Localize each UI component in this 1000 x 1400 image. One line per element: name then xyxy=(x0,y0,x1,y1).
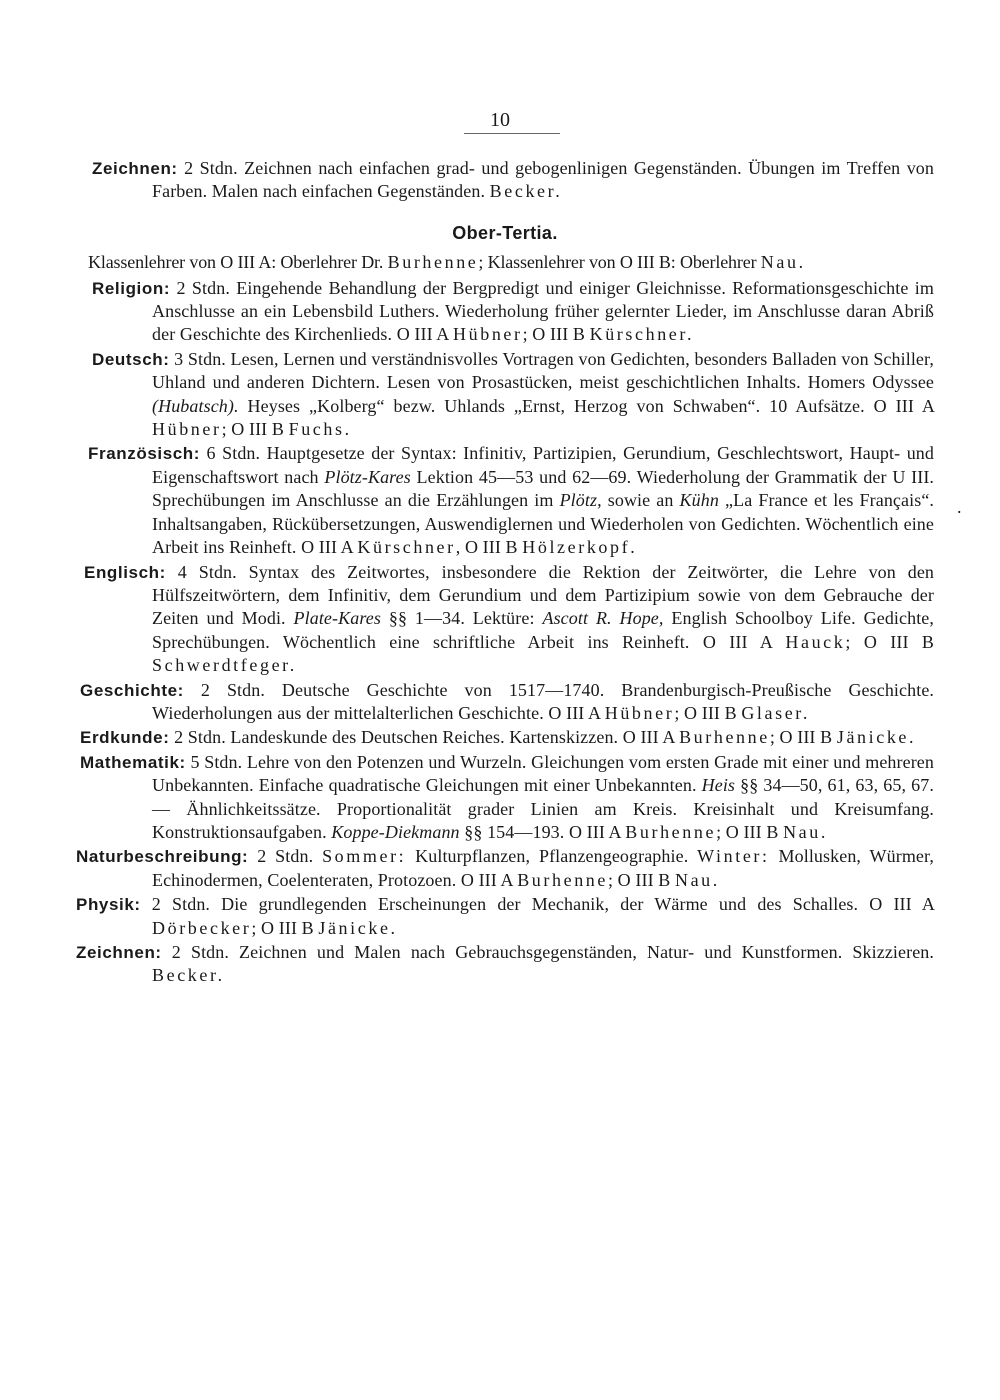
subject-label: Englisch: xyxy=(84,562,166,582)
subject-label: Französisch: xyxy=(88,444,201,464)
teacher-name: Jänicke. xyxy=(318,917,398,938)
subject-text: Lektion 45—53 und 62—69. Wiederholung der Grammatik der U III. Sprechübungen im Anschlusse an die Erzählungen im xyxy=(152,466,935,511)
teacher-name: Fuchs. xyxy=(288,419,352,440)
subject-text: §§ 154—193. O III A xyxy=(464,821,621,842)
entry-erdkunde xyxy=(80,726,934,749)
teacher-name: Hübner xyxy=(604,702,675,723)
subject-text: Heyses „Kolberg“ bezw. Uhlands „Ernst, Herzog von Schwaben“. 10 Aufsätze. O III A xyxy=(247,395,934,416)
subject-label: Geschichte: xyxy=(80,680,184,700)
entry-religion xyxy=(92,277,934,347)
subject-text: 6 Stdn. Hauptgesetze der Syntax: Infinitiv, Partizipien, Gerundium, Geschlechtswort, Haupt- und Eigenschaftswort nach xyxy=(152,443,934,487)
teacher-separator: ; O III B xyxy=(251,917,314,938)
subject-text: 4 Stdn. Syntax des Zeitwortes, insbesondere die Rektion der Zeitwörter, die Lehre von den Hülfszeitwörtern, dem Infinitiv, dem Gerundium und dem Partizipium sowie von dem Gebrauche der Zeiten und Modi. xyxy=(152,561,935,629)
subject-label: Religion: xyxy=(92,278,171,298)
teacher-separator: , O III B xyxy=(455,537,518,558)
teacher-name: Burhenne xyxy=(679,727,770,748)
entry-mathematik xyxy=(80,751,934,845)
teacher-name: Burhenne xyxy=(625,821,717,842)
subject-label: Physik: xyxy=(76,895,141,915)
teacher-name: Becker. xyxy=(152,965,225,986)
subject-label: Mathematik: xyxy=(80,752,186,772)
class-teachers xyxy=(88,251,934,274)
class-teacher-a-name: Burhenne xyxy=(387,252,479,273)
subject-text: 2 Stdn. Landeskunde des Deutschen Reiches. Kartenskizzen. O III A xyxy=(174,727,675,748)
teacher-separator: ; O III B xyxy=(221,419,284,440)
teacher-name: Schwerdtfeger. xyxy=(152,655,297,676)
citation: Heis xyxy=(701,775,736,796)
teacher-name: Hauck xyxy=(785,631,846,652)
subject-text: 2 Stdn. Zeichnen und Malen nach Gebrauchsgegenständen, Natur- und Kunstformen. Skizzieren. xyxy=(171,942,934,962)
entry-naturbeschreibung xyxy=(76,845,934,892)
entry-zeichnen-previous xyxy=(92,157,934,204)
subject-text: 5 Stdn. Lehre von den Potenzen und Wurzeln. Gleichungen vom ersten Grade mit einer und mehreren Unbekannten. Einfache quadratische Gleichungen mit einer Unbekannten. xyxy=(152,751,934,796)
citation: Koppe-Diekmann xyxy=(331,821,460,842)
margin-mark: . xyxy=(957,497,962,517)
subject-label: Deutsch: xyxy=(92,349,170,369)
teacher-name: Jänicke. xyxy=(836,727,917,748)
subject-text: sowie an xyxy=(607,490,674,511)
citation: Plötz, xyxy=(559,490,602,511)
subject-label: Naturbeschreibung: xyxy=(76,847,249,867)
class-teacher-a-intro: Klassenlehrer von O III A: Oberlehrer Dr. xyxy=(88,252,384,273)
subject-text: §§ 1—34. Lektüre: xyxy=(388,608,535,629)
teacher-name: Kürschner xyxy=(357,537,456,558)
citation: (Hubatsch). xyxy=(152,395,239,416)
subject-text: 2 Stdn. Deutsche Geschichte von 1517—1740. Brandenburgisch-Preußische Geschichte. Wiederholungen aus der mittelalterlichen Geschichte. O III A xyxy=(152,679,935,723)
teacher-name: Nau. xyxy=(674,869,720,890)
section-heading: Ober-Tertia. xyxy=(452,222,558,243)
season-label: Sommer: xyxy=(322,846,407,867)
entry-physik xyxy=(76,893,934,940)
teacher-name: Burhenne xyxy=(517,869,608,890)
teacher-name: Hölzerkopf. xyxy=(522,537,638,558)
subject-label: Erdkunde: xyxy=(80,728,170,748)
subject-text: 2 Stdn. Zeichnen nach einfachen grad- und gebogenlinigen Gegenständen. Übungen im Treffen von Farben. Malen nach einfachen Gegenständen. xyxy=(152,158,935,202)
teacher-separator: ; O III B xyxy=(845,631,934,652)
class-teacher-b-intro: ; Klassenlehrer von O III B: Oberlehrer xyxy=(478,252,757,273)
subject-text: „La France et les Français“. Inhaltsangaben, Rückübersetzungen, Auswendiglernen und Wiederholen von Gedichten. Wöchentlich eine Arbeit ins Reinheft. O III A xyxy=(152,490,935,558)
class-teacher-b-name: Nau. xyxy=(760,252,806,273)
citation: Kühn xyxy=(679,490,719,511)
citation: Plate-Kares xyxy=(293,608,381,629)
subject-text: 2 Stdn. Eingehende Behandlung der Bergpredigt und einiger Gleichnisse. Reformationsgeschichte im Anschlusse an ein Lebensbild Luthers. Wiederholung früher gelernter Lieder, im Anschlusse daran Abriß der Geschichte des Kirchenlieds. O III A xyxy=(152,277,934,345)
teacher-name: Kürschner. xyxy=(589,324,695,345)
teacher-name: Glaser. xyxy=(741,702,811,723)
entry-deutsch xyxy=(92,348,934,442)
entry-zeichnen xyxy=(76,941,934,988)
teacher-separator: ; O III B xyxy=(769,727,833,748)
citation: Ascott R. Hope, xyxy=(542,608,664,629)
teacher-name: Hübner xyxy=(152,419,222,440)
teacher-name: Becker. xyxy=(489,181,563,202)
subject-text: Mollusken, Würmer, Echinodermen, Coelenteraten, Protozoen. O III A xyxy=(152,846,935,890)
teacher-separator: ; O III B xyxy=(607,869,671,890)
teacher-name: Dörbecker xyxy=(152,917,252,938)
subject-text: 2 Stdn. xyxy=(257,846,314,867)
subject-label: Zeichnen: xyxy=(92,159,178,178)
page-number-rule xyxy=(464,133,560,134)
teacher-name: Nau. xyxy=(783,821,828,842)
teacher-name: Hübner xyxy=(453,324,523,345)
teacher-separator: ; O III B xyxy=(522,324,585,345)
subject-text: 2 Stdn. Die grundlegenden Erscheinungen der Mechanik, der Wärme und des Schalles. O III A xyxy=(151,894,934,915)
subject-text: English Schoolboy Life. Gedichte, Sprechübungen. Wöchentlich eine schriftliche Arbeit ins Reinheft. O III A xyxy=(152,608,934,652)
subject-label: Zeichnen: xyxy=(76,943,162,962)
citation: Plötz-Kares xyxy=(324,466,411,487)
entry-franzoesisch xyxy=(88,442,934,559)
subject-text: Kulturpflanzen, Pflanzengeographie. xyxy=(415,846,689,867)
teacher-separator: ; O III B xyxy=(674,702,737,723)
subject-text: 3 Stdn. Lesen, Lernen und verständnisvolles Vortragen von Gedichten, besonders Balladen von Schiller, Uhland und anderen Dichtern. Lesen von Prosastücken, meist geschichtlichen Inhalts. Homers Odyssee xyxy=(152,348,934,393)
entry-geschichte xyxy=(80,679,934,726)
subject-text: §§ 34—50, 61, 63, 65, 67. — Ähnlichkeitssätze. Proportionalität grader Linien am Kreis. Kreisinhalt und Kreisumfang. Konstruktionsaufgaben. xyxy=(152,775,934,842)
entry-englisch xyxy=(84,561,934,678)
teacher-separator: ; O III B xyxy=(716,821,779,842)
document-body xyxy=(76,157,934,989)
season-label: Winter: xyxy=(697,846,770,867)
page-number: 10 xyxy=(490,109,510,131)
